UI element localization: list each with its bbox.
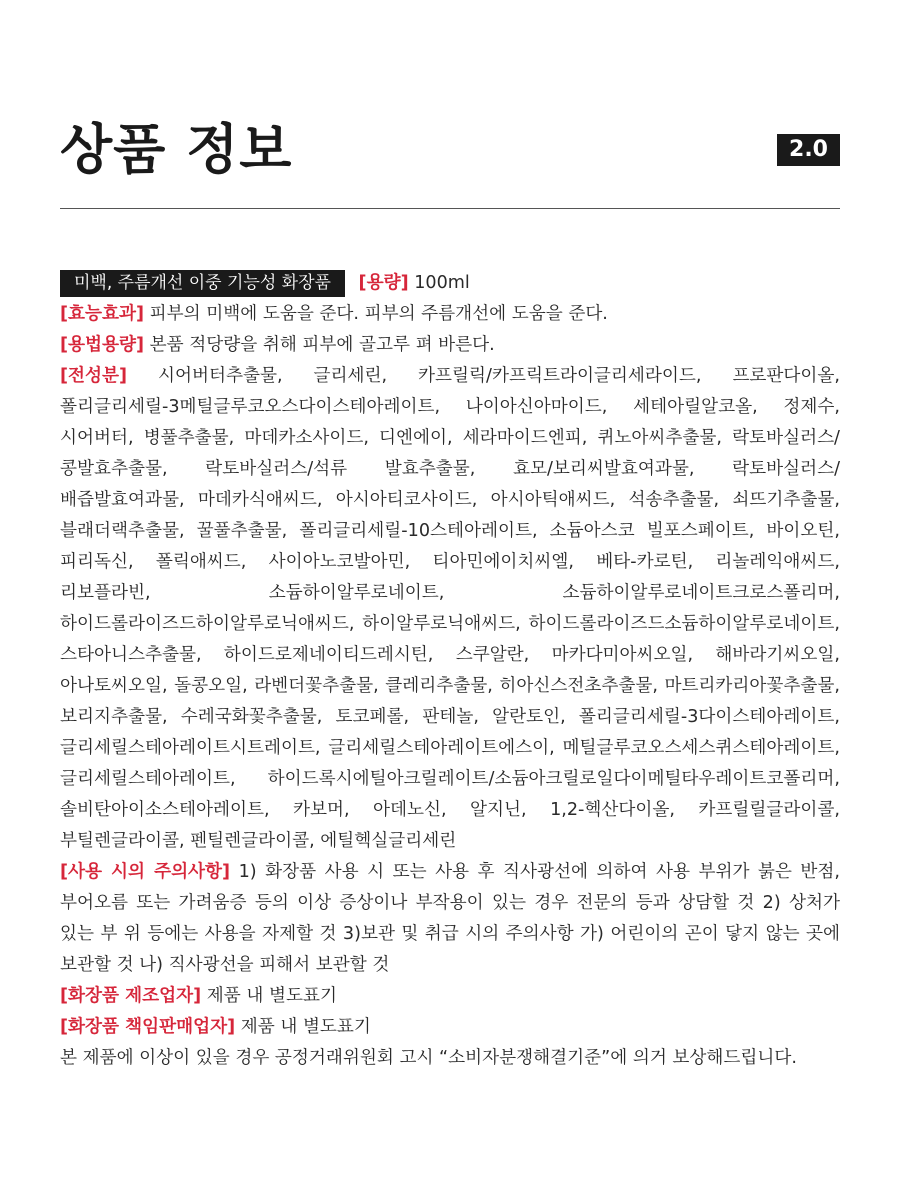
product-info-body bbox=[60, 268, 840, 1074]
seller-text: 제품 내 별도표기 bbox=[240, 1017, 371, 1037]
volume-value: 100ml bbox=[414, 273, 470, 293]
product-type-tag: 미백, 주름개선 이중 기능성 화장품 bbox=[60, 270, 345, 297]
usage-label: [용법용량] bbox=[60, 335, 145, 355]
ingredients-block bbox=[60, 361, 840, 857]
effect-text: 피부의 미백에 도움을 준다. 피부의 주름개선에 도움을 준다. bbox=[149, 304, 608, 324]
product-type-line bbox=[60, 268, 840, 299]
notice-text: 본 제품에 이상이 있을 경우 공정거래위원회 고시 “소비자분쟁해결기준”에 의거 보상해드립니다. bbox=[60, 1048, 797, 1068]
volume-label: [용량] bbox=[358, 273, 409, 293]
manufacturer-line bbox=[60, 981, 840, 1012]
ingredients-label: [전성분] bbox=[60, 366, 128, 386]
caution-block bbox=[60, 857, 840, 981]
version-badge: 2.0 bbox=[777, 134, 840, 166]
effect-label: [효능효과] bbox=[60, 304, 145, 324]
manufacturer-text: 제품 내 별도표기 bbox=[206, 986, 337, 1006]
caution-text: 1) 화장품 사용 시 또는 사용 후 직사광선에 의하여 사용 부위가 붉은 반점, 부어오름 또는 가려움증 등의 이상 증상이나 부작용이 있는 경우 전문의 등과 상담할 것 2) 상처가 있는 부 위 등에는 사용을 자제할 것 3)보관 및 취급 시의 주의사항 가) 어린이의 곤이 닿지 않는 곳에 보관할 것 나) 직사광선을 피해서 보관할 것 bbox=[60, 862, 840, 975]
seller-label: [화장품 책임판매업자] bbox=[60, 1017, 236, 1037]
header-divider bbox=[60, 208, 840, 209]
manufacturer-label: [화장품 제조업자] bbox=[60, 986, 202, 1006]
seller-line bbox=[60, 1012, 840, 1043]
notice-line bbox=[60, 1043, 840, 1074]
page-title: 상품 정보 bbox=[60, 118, 293, 181]
ingredients-text: 시어버터추출물, 글리세린, 카프릴릭/카프릭트라이글리세라이드, 프로판다이올, 폴리글리세릴-3메틸글루코오스다이스테아레이트, 나이아신아마이드, 세테아릴알코올, 정제수, 시어버터, 병풀추출물, 마데카소사이드, 디엔에이, 세라마이드엔피, 퀴노아씨추출물, 락토바실러스/콩발효추출물, 락토바실러스/석류 발효추출물, 효모/보리씨발효여과물, 락토바실러스/ 배즙발효여과물, 마데카식애씨드, 아시아티코사이드, 아시아틱애씨드, 석송추출물, 쇠뜨기추출물, 블래더랙추출물, 꿀풀추출물, 폴리글리세릴-10스테아레이트, 소듐아스코 빌포스페이트, 바이오틴, 피리독신, 폴릭애씨드, 사이아노코발아민, 티아민에이치씨엘, 베타-카로틴, 리놀레익애씨드, 리보플라빈, 소듐하이알루로네이트, 소듐하이알루로네이트크로스폴리머, 하이드롤라이즈드하이알루로닉애씨드, 하이알루로닉애씨드, 하이드롤라이즈드소듐하이알루로네이트, 스타아니스추출물, 하이드로제네이티드레시틴, 스쿠알란, 마카다미아씨오일, 해바라기씨오일, 아나토씨오일, 돌콩오일, 라벤더꽃추출물, 클레리추출물, 히아신스전초추출물, 마트리카리아꽃추출물,보리지추출물, 수레국화꽃추출물, 토코페롤, 판테놀, 알란토인, 폴리글리세릴-3다이스테아레이트, 글리세릴스테아레이트시트레이트, 글리세릴스테아레이트에스이, 메틸글루코오스세스퀴스테아레이트, 글리세릴스테아레이트, 하이드록시에틸아크릴레이트/소듐아크릴로일다이메틸타우레이트코폴리머, 솔비탄아이소스테아레이트, 카보머, 아데노신, 알지닌, 1,2-헥산다이올, 카프릴릴글라이콜, 부틸렌글라이콜, 펜틸렌글라이콜, 에틸헥실글리세린 bbox=[60, 366, 841, 851]
caution-label: [사용 시의 주의사항] bbox=[60, 862, 231, 882]
usage-line bbox=[60, 330, 840, 361]
usage-text: 본품 적당량을 취해 피부에 골고루 펴 바른다. bbox=[149, 335, 495, 355]
effect-line bbox=[60, 299, 840, 330]
